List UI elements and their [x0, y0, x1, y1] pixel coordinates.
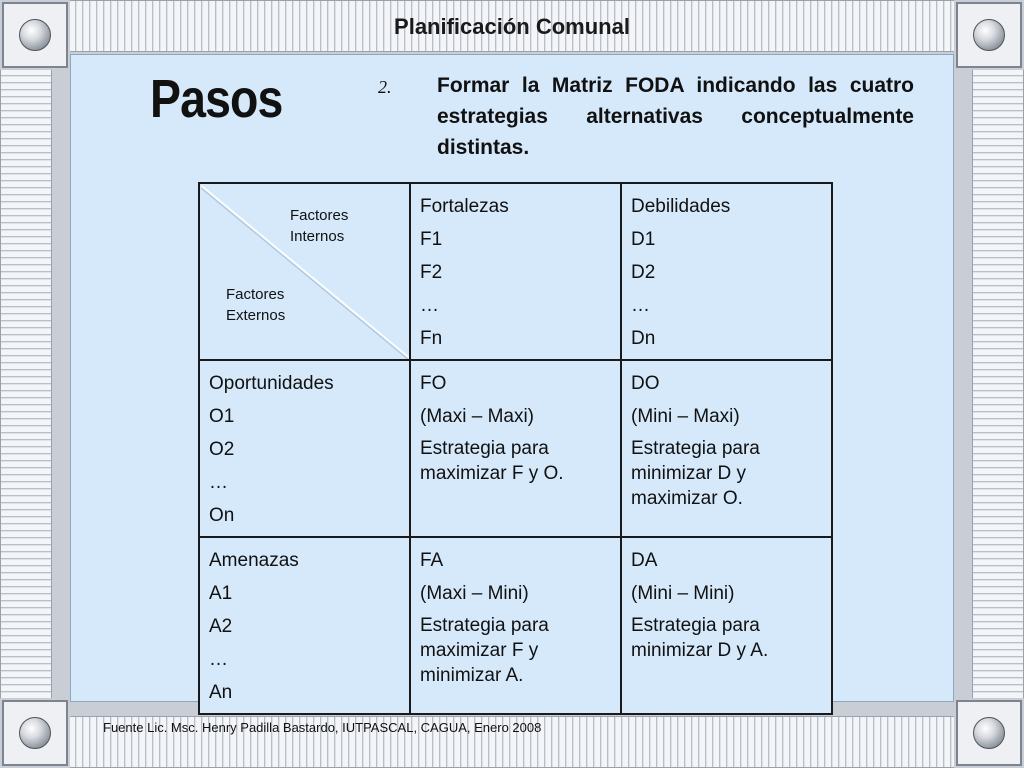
slide-header-title: Planificación Comunal — [394, 14, 630, 39]
fo-type: (Maxi – Maxi) — [420, 406, 535, 427]
fortalezas-item: F1 — [420, 229, 443, 250]
fa-code: FA — [420, 550, 444, 571]
step-paragraph — [378, 70, 914, 163]
fa-description: Estrategia para maximizar F y minimizar A. — [420, 615, 549, 686]
fortalezas-item: … — [420, 295, 439, 316]
foda-matrix — [198, 182, 833, 715]
debilidades-heading: Debilidades — [631, 196, 731, 217]
do-description: Estrategia para minimizar D y maximizar O. — [631, 438, 760, 509]
da-description: Estrategia para minimizar D y A. — [631, 615, 769, 661]
da-strategy-cell — [621, 537, 832, 714]
source-footer: Fuente Lic. Msc. Henry Padilla Bastardo, IUTPASCAL, CAGUA, Enero 2008 — [103, 720, 542, 735]
fortalezas-item: Fn — [420, 328, 443, 349]
debilidades-item: … — [631, 295, 650, 316]
amenazas-cell — [199, 537, 410, 714]
amenazas-item: A1 — [209, 583, 233, 604]
oportunidades-heading: Oportunidades — [209, 373, 334, 394]
amenazas-item: A2 — [209, 616, 233, 637]
frame-left-strip — [0, 70, 52, 698]
fortalezas-item: F2 — [420, 262, 443, 283]
debilidades-item: Dn — [631, 328, 656, 349]
fa-type: (Maxi – Mini) — [420, 583, 529, 604]
oportunidades-item: … — [209, 472, 228, 493]
frame-corner-bottom-right — [956, 700, 1022, 766]
fo-strategy-cell — [410, 360, 621, 537]
oportunidades-item: O2 — [209, 439, 235, 460]
knob-icon — [973, 717, 1005, 749]
debilidades-item: D2 — [631, 262, 656, 283]
do-type: (Mini – Maxi) — [631, 406, 740, 427]
fa-strategy-cell — [410, 537, 621, 714]
fo-code: FO — [420, 373, 447, 394]
do-code: DO — [631, 373, 660, 394]
fortalezas-heading: Fortalezas — [420, 196, 509, 217]
factores-externos-label: Factores Externos — [226, 286, 286, 324]
step-text: Formar la Matriz FODA indicando las cuatro estrategias alternativas conceptualmente distintas. — [437, 74, 914, 159]
da-type: (Mini – Mini) — [631, 583, 735, 604]
knob-icon — [19, 717, 51, 749]
oportunidades-item: On — [209, 505, 235, 526]
frame-right-strip — [972, 70, 1024, 698]
fo-description: Estrategia para maximizar F y O. — [420, 438, 564, 484]
amenazas-item: An — [209, 682, 233, 703]
page-title: Pasos — [150, 69, 283, 129]
step-number: 2. — [378, 77, 392, 97]
matrix-corner-cell — [199, 183, 410, 360]
amenazas-item: … — [209, 649, 228, 670]
debilidades-cell — [621, 183, 832, 360]
do-strategy-cell — [621, 360, 832, 537]
debilidades-item: D1 — [631, 229, 656, 250]
da-code: DA — [631, 550, 658, 571]
factores-internos-label: Factores Internos — [290, 207, 349, 245]
frame-corner-bottom-left — [2, 700, 68, 766]
amenazas-heading: Amenazas — [209, 550, 299, 571]
fortalezas-cell — [410, 183, 621, 360]
oportunidades-cell — [199, 360, 410, 537]
oportunidades-item: O1 — [209, 406, 235, 427]
